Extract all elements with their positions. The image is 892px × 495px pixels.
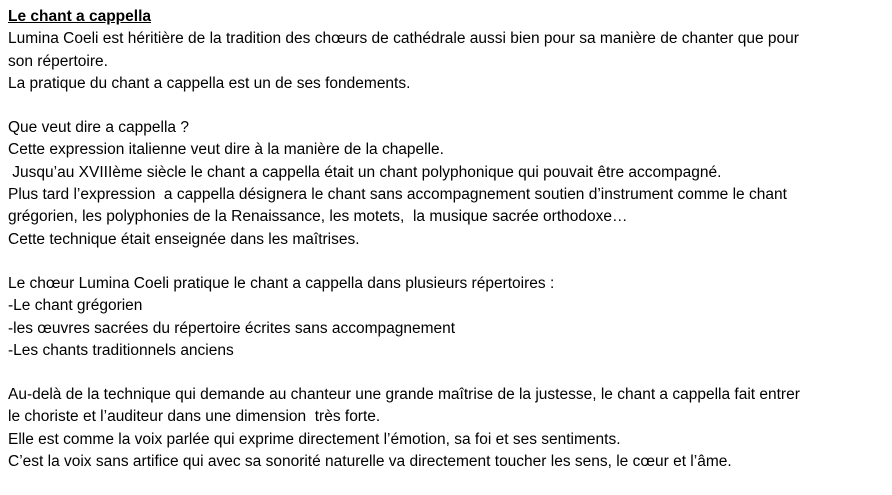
- list-item: -les œuvres sacrées du répertoire écrites sans accompagnement: [8, 319, 456, 337]
- text-line: son répertoire.: [8, 52, 108, 70]
- text-line: Cette technique était enseignée dans les maîtrises.: [8, 230, 360, 248]
- text-line: Jusqu’au XVIIIème siècle le chant a cappella était un chant polyphonique qui pouvait être accompagné.: [8, 163, 722, 181]
- text-line: Le chœur Lumina Coeli pratique le chant a cappella dans plusieurs répertoires :: [8, 274, 555, 292]
- document-title: Le chant a cappella: [8, 8, 151, 25]
- text-line: Au-delà de la technique qui demande au chanteur une grande maîtrise de la justesse, le chant a cappella fait entrer: [8, 386, 800, 404]
- text-line: C’est la voix sans artifice qui avec sa sonorité naturelle va directement toucher les sens, le cœur et l’âme.: [8, 453, 732, 471]
- paragraph-conclusion: [8, 384, 884, 473]
- text-line: Que veut dire a cappella ?: [8, 119, 189, 137]
- list-item: -Les chants traditionnels anciens: [8, 341, 234, 359]
- text-line: le choriste et l’auditeur dans une dimension très forte.: [8, 408, 381, 426]
- document-body: [8, 6, 884, 495]
- paragraph-definition: [8, 117, 884, 251]
- text-line: Lumina Coeli est héritière de la tradition des chœurs de cathédrale aussi bien pour sa manière de chanter que pour: [8, 30, 799, 48]
- text-line: Cette expression italienne veut dire à la manière de la chapelle.: [8, 141, 444, 159]
- text-line: grégorien, les polyphonies de la Renaissance, les motets, la musique sacrée orthodoxe…: [8, 208, 628, 226]
- text-line: Plus tard l’expression a cappella désignera le chant sans accompagnement soutien d’instrument comme le chant: [8, 186, 787, 204]
- paragraph-intro: [8, 28, 884, 95]
- text-line: Elle est comme la voix parlée qui exprime directement l’émotion, sa foi et ses sentiments.: [8, 430, 621, 448]
- list-item: -Le chant grégorien: [8, 297, 143, 315]
- paragraph-repertoires: [8, 273, 884, 362]
- text-line: La pratique du chant a cappella est un de ses fondements.: [8, 74, 411, 92]
